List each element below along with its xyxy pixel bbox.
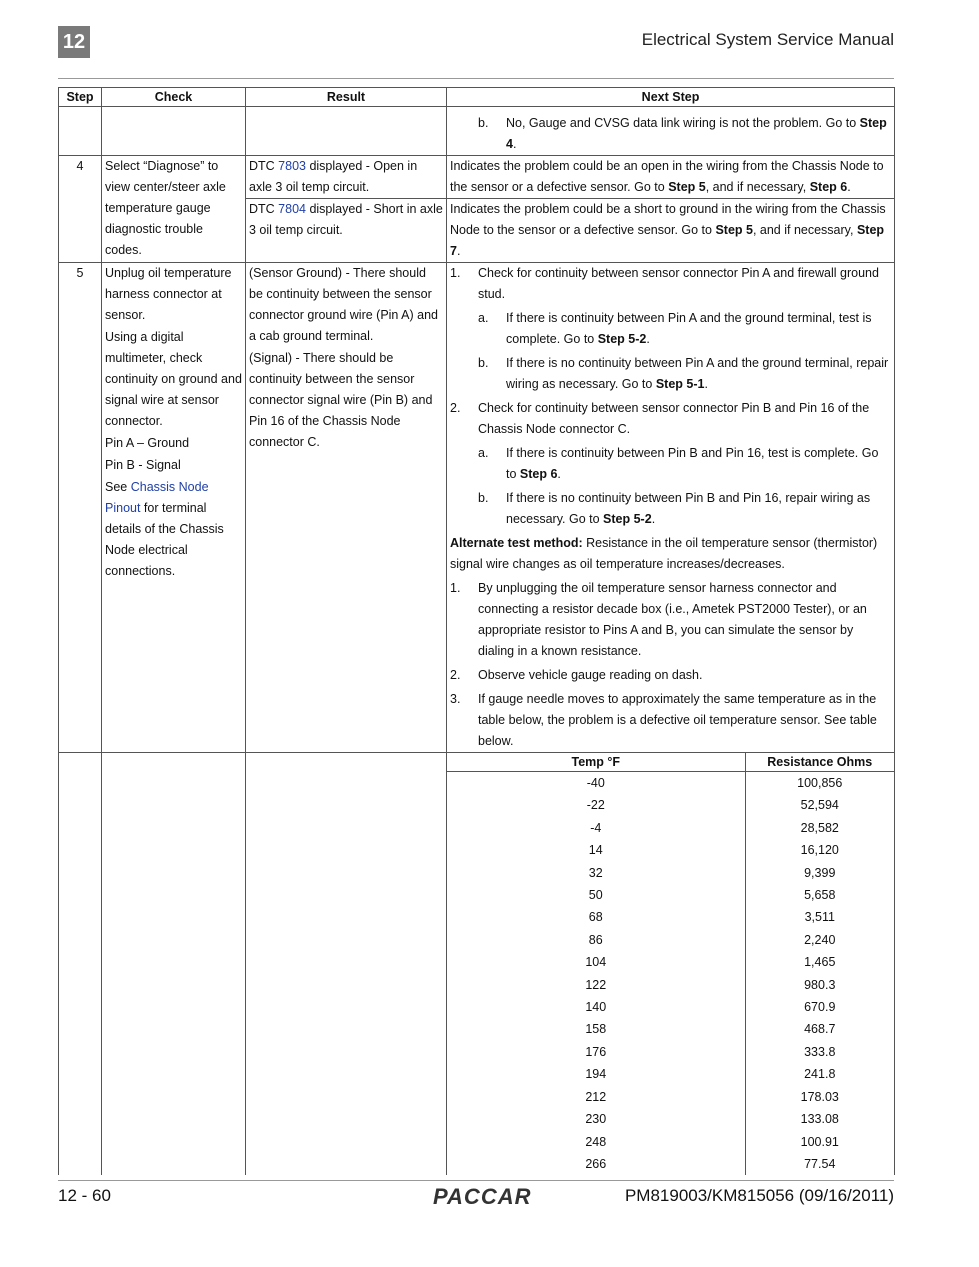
ohms-value: 133.08	[800, 1112, 839, 1127]
temp-value: 104	[447, 951, 745, 973]
col-result: Result	[246, 88, 447, 107]
temp-value: 140	[447, 996, 745, 1018]
resistance-row	[447, 772, 894, 795]
col-temp: Temp °F	[447, 753, 745, 772]
col-next-step: Next Step	[447, 88, 895, 107]
temp-value: 32	[447, 862, 745, 884]
ohms-value: 77.54	[804, 1156, 836, 1171]
resistance-table	[447, 753, 894, 1175]
step-number: 5	[59, 263, 102, 753]
table-row	[59, 753, 895, 1176]
page-number: 12 - 60	[58, 1186, 111, 1205]
page-header	[58, 26, 894, 79]
resistance-row	[447, 817, 894, 839]
check-cell: Select “Diagnose” to view center/steer axle temperature gauge diagnostic trouble codes.	[102, 156, 246, 263]
ohms-value: 52,594	[800, 798, 839, 813]
resistance-row	[447, 1108, 894, 1130]
col-step: Step	[59, 88, 102, 107]
ohms-value: 670.9	[804, 1000, 836, 1015]
temp-value: 86	[447, 929, 745, 951]
resistance-row	[447, 951, 894, 973]
next-step-cell: 1. Check for continuity between sensor connector Pin A and firewall ground stud. a. If there is continuity between Pin A and the ground terminal, test is complete. Go to Step 5-2. b. If there is no continuity between Pin A and the ground terminal, repair wiring as necessary. Go to Step 5-1. 2. Check for continuity between sensor connector Pin B and Pin 16 of the Chassis Node connector C. a. If there is continuity between Pin B and Pin 16, test is complete. Go to Step 6. b. If there is no continuity between Pin B and Pin 16, repair wiring as necessary. Go to Step 5-2. Alternate test method: Resistance in the oil temperature sensor (thermistor) signal wire changes as oil temperature increases/decreases. 1. By unplugging the oil temperature sensor harness connector and connecting a resistor decade box (i.e., Ametek PST2000 Tester), or an appropriate resistor to Pins A and B, you can simulate the sensor by dialing in a known resistance. 2. Observe vehicle gauge reading on dash. 3. If gauge needle moves to approximately the same temperature as in the table below, the problem is a defective oil temperature sensor. See table below.	[447, 263, 895, 753]
temp-value: 230	[447, 1108, 745, 1130]
resistance-row	[447, 1018, 894, 1040]
ohms-value: 333.8	[804, 1044, 836, 1059]
chapter-badge: 12	[58, 26, 90, 58]
resistance-row	[447, 794, 894, 816]
temp-value: 50	[447, 884, 745, 906]
page-footer	[58, 1180, 894, 1221]
resistance-row	[447, 1131, 894, 1153]
table-row	[59, 107, 895, 156]
chassis-node-pinout-link[interactable]: Chassis Node Pinout	[105, 480, 209, 515]
temp-value: 122	[447, 974, 745, 996]
ohms-value: 9,399	[804, 865, 836, 880]
ohms-value: 178.03	[800, 1089, 839, 1104]
col-ohms: Resistance Ohms	[745, 753, 894, 772]
dtc-link[interactable]: 7804	[278, 202, 306, 216]
ohms-value: 3,511	[804, 910, 835, 925]
resistance-row	[447, 839, 894, 861]
col-check: Check	[102, 88, 246, 107]
resistance-row	[447, 906, 894, 928]
step-number: 4	[59, 156, 102, 263]
resistance-row	[447, 1153, 894, 1175]
ohms-value: 100,856	[797, 776, 843, 790]
resistance-row	[447, 1086, 894, 1108]
manual-title: Electrical System Service Manual	[641, 30, 894, 49]
ohms-value: 1,465	[804, 955, 836, 970]
next-step-cell: Indicates the problem could be a short to ground in the wiring from the Chassis Node to the sensor or a defective sensor. Go to Step 5, and if necessary, Step 7.	[447, 199, 895, 263]
resistance-row	[447, 1041, 894, 1063]
document-id: PM819003/KM815056 (09/16/2011)	[624, 1186, 894, 1205]
result-cell: DTC 7804 displayed - Short in axle 3 oil temp circuit.	[246, 199, 447, 263]
temp-value: -22	[447, 794, 745, 816]
resistance-row	[447, 974, 894, 996]
table-row	[59, 156, 895, 199]
result-cell: DTC 7803 displayed - Open in axle 3 oil temp circuit.	[246, 156, 447, 199]
ohms-value: 100.91	[800, 1134, 839, 1149]
temp-value: 68	[447, 906, 745, 928]
ohms-value: 16,120	[800, 843, 839, 858]
temp-value: 266	[447, 1153, 745, 1175]
temp-value: 212	[447, 1086, 745, 1108]
ohms-value: 28,582	[800, 820, 839, 835]
ohms-value: 5,658	[804, 888, 836, 903]
ohms-value: 468.7	[804, 1022, 836, 1037]
next-step-cell: Indicates the problem could be an open in the wiring from the Chassis Node to the sensor or a defective sensor. Go to Step 5, and if necessary, Step 6.	[447, 156, 895, 199]
temp-value: 194	[447, 1063, 745, 1085]
temp-value: 248	[447, 1131, 745, 1153]
ohms-value: 980.3	[804, 977, 836, 992]
temp-value: 158	[447, 1018, 745, 1040]
resistance-row	[447, 929, 894, 951]
resistance-cell	[447, 753, 895, 1176]
dtc-link[interactable]: 7803	[278, 159, 306, 173]
table-header-row	[59, 88, 895, 107]
next-step-cell: b. No, Gauge and CVSG data link wiring is not the problem. Go to Step 4.	[447, 107, 895, 156]
resistance-row	[447, 1063, 894, 1085]
resistance-row	[447, 996, 894, 1018]
check-cell: Unplug oil temperature harness connector at sensor. Using a digital multimeter, check continuity on ground and signal wire at sensor connector. Pin A – Ground Pin B - Signal See Chassis Node Pinout for terminal details of the Chassis Node electrical connections.	[102, 263, 246, 753]
paccar-logo: PACCAR	[433, 1184, 532, 1209]
temp-value: -40	[447, 772, 745, 795]
resistance-row	[447, 884, 894, 906]
temp-value: 176	[447, 1041, 745, 1063]
diagnostic-table	[58, 87, 895, 1175]
temp-value: -4	[447, 817, 745, 839]
result-cell: (Sensor Ground) - There should be continuity between the sensor connector ground wire (Pin A) and a cab ground terminal. (Signal) - There should be continuity between the sensor connector signal wire (Pin B) and Pin 16 of the Chassis Node connector C.	[246, 263, 447, 753]
resistance-row	[447, 862, 894, 884]
ohms-value: 2,240	[804, 932, 836, 947]
table-row	[59, 263, 895, 753]
temp-value: 14	[447, 839, 745, 861]
ohms-value: 241.8	[804, 1067, 836, 1082]
